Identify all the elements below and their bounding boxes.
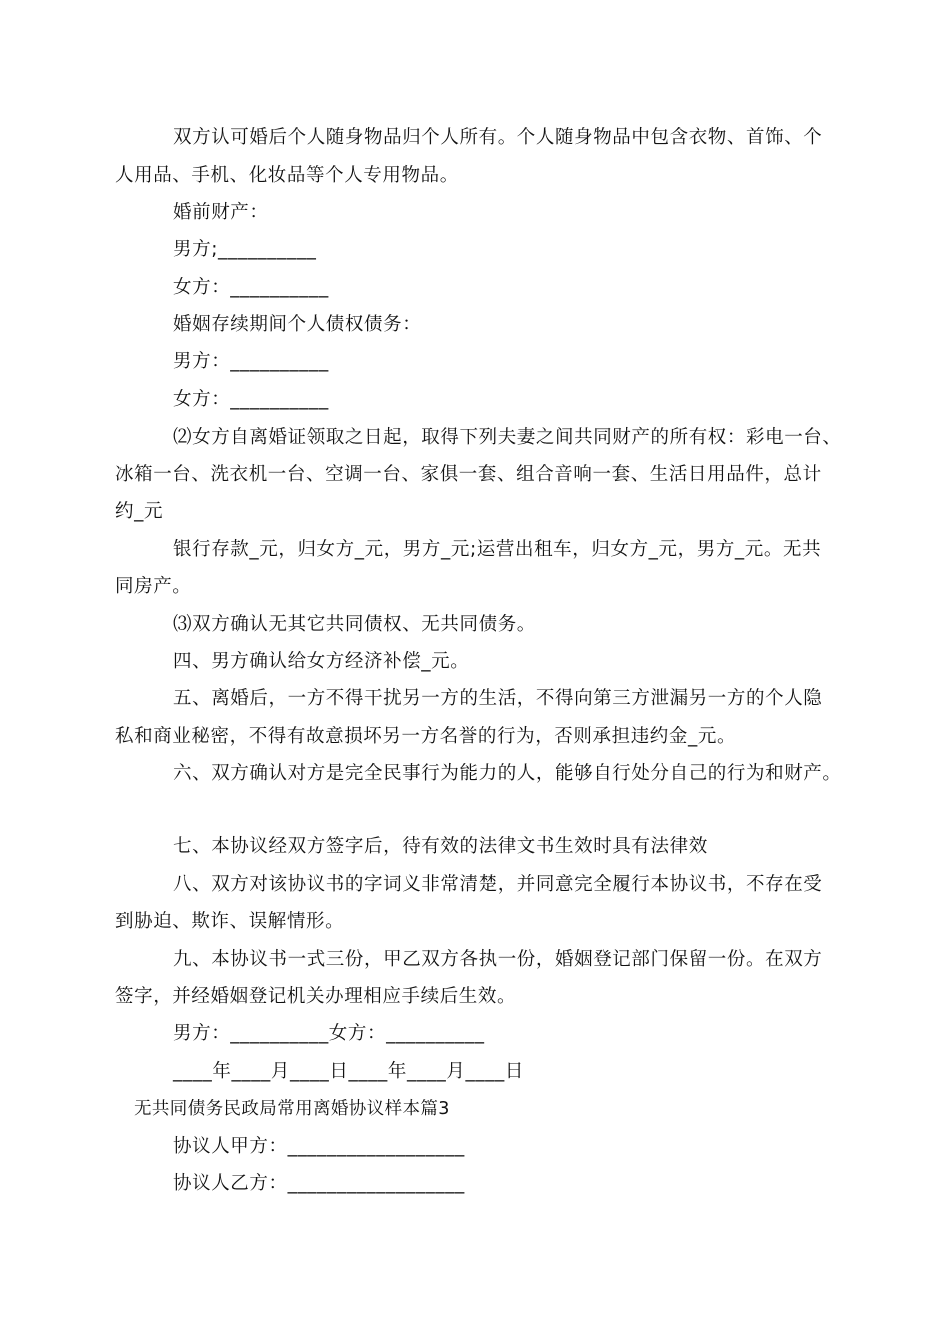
party-b-field: 协议人乙方：__________________ xyxy=(173,1173,465,1194)
paragraph-line: ⑵女方自离婚证领取之日起，取得下列夫妻之间共同财产的所有权：彩电一台、 xyxy=(173,427,842,448)
paragraph-line: 九、本协议书一式三份，甲乙双方各执一份，婚姻登记部门保留一份。在双方 xyxy=(173,949,823,970)
section-heading: 无共同债务民政局常用离婚协议样本篇3 xyxy=(134,1099,450,1119)
female-party-field: 女方：__________ xyxy=(173,277,329,298)
female-party-field: 女方：__________ xyxy=(173,389,329,410)
male-party-field: 男方：__________ xyxy=(173,351,329,372)
paragraph-line: 八、双方对该协议书的字词义非常清楚，并同意完全履行本协议书，不存在受 xyxy=(173,874,823,895)
paragraph-line: 签字，并经婚姻登记机关办理相应手续后生效。 xyxy=(115,986,517,1007)
section-label-debts: 婚姻存续期间个人债权债务： xyxy=(173,314,422,335)
date-fields: ____年____月____日____年____月____日 xyxy=(173,1061,525,1082)
paragraph-line: 双方认可婚后个人随身物品归个人所有。个人随身物品中包含衣物、首饰、个 xyxy=(173,127,823,148)
paragraph-line: ⑶双方确认无其它共同债权、无共同债务。 xyxy=(173,614,536,635)
paragraph-line: 银行存款_元，归女方_元，男方_元;运营出租车，归女方_元，男方_元。无共 xyxy=(173,539,822,560)
signature-fields: 男方：__________女方：__________ xyxy=(173,1023,485,1044)
paragraph-line: 人用品、手机、化妆品等个人专用物品。 xyxy=(115,165,459,186)
paragraph-line: 到胁迫、欺诈、误解情形。 xyxy=(115,911,345,932)
section-label-premarital-property: 婚前财产： xyxy=(173,202,269,223)
party-a-field: 协议人甲方：__________________ xyxy=(173,1136,465,1157)
paragraph-line: 约_元 xyxy=(115,501,164,522)
paragraph-line: 四、男方确认给女方经济补偿_元。 xyxy=(173,651,470,672)
paragraph-line: 冰箱一台、洗衣机一台、空调一台、家俱一套、组合音响一套、生活日用品件，总计 xyxy=(115,464,822,485)
paragraph-line: 同房产。 xyxy=(115,576,192,597)
paragraph-line: 私和商业秘密，不得有故意损坏另一方名誉的行为，否则承担违约金_元。 xyxy=(115,726,737,747)
paragraph-line: 五、离婚后，一方不得干扰另一方的生活，不得向第三方泄漏另一方的个人隐 xyxy=(173,688,823,709)
paragraph-line: 六、双方确认对方是完全民事行为能力的人，能够自行处分自己的行为和财产。 xyxy=(173,763,842,784)
male-party-field: 男方;__________ xyxy=(173,239,317,260)
paragraph-line: 七、本协议经双方签字后，待有效的法律文书生效时具有法律效 xyxy=(173,836,708,857)
